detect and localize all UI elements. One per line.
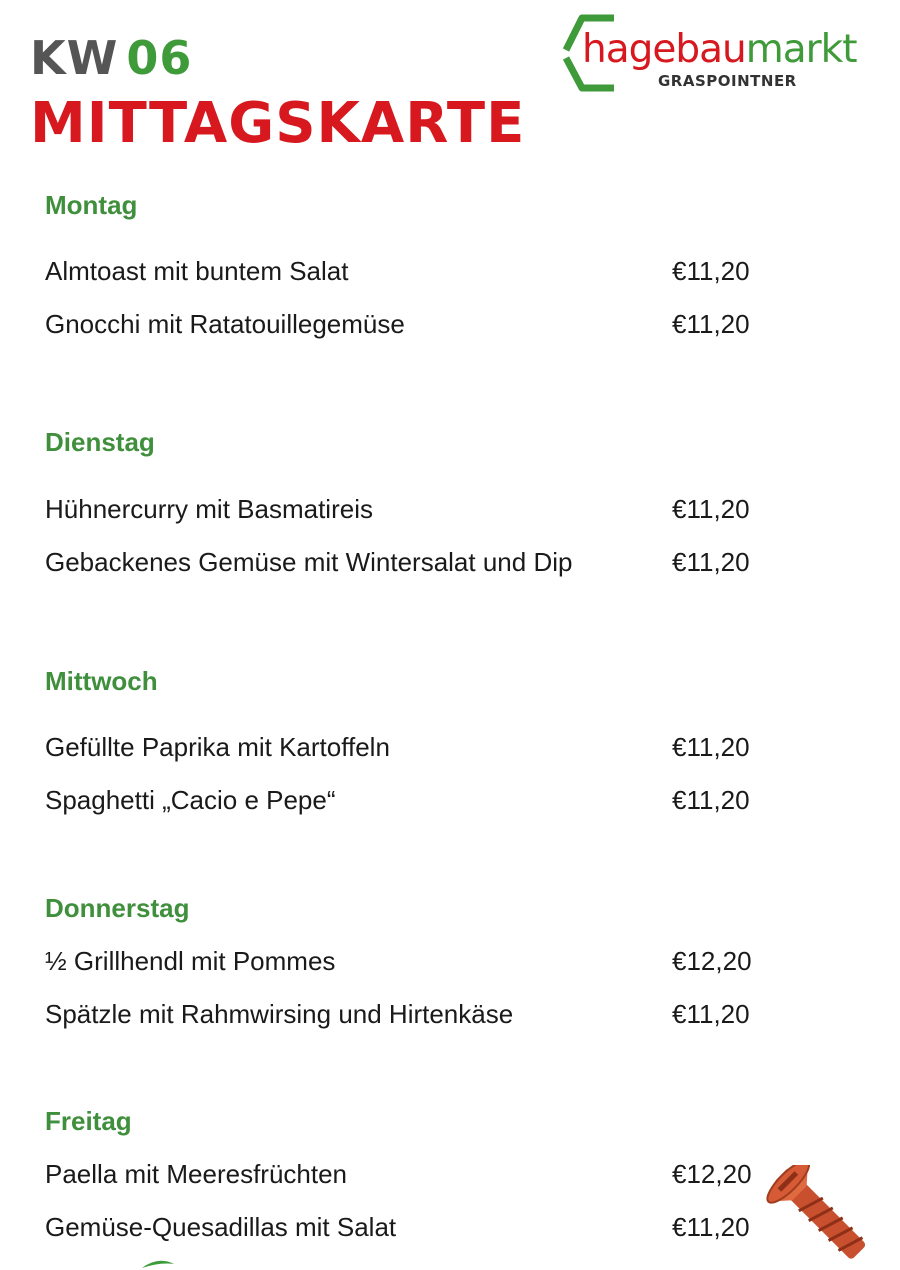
week-number: 06 (126, 31, 193, 85)
day-heading-montag: Montag (45, 190, 138, 220)
day-heading-donnerstag: Donnerstag (45, 893, 190, 923)
dish-name: Gebackenes Gemüse mit Wintersalat und Dip (45, 547, 573, 577)
day-heading-mittwoch: Mittwoch (45, 666, 158, 696)
dish-price: €12,20 (672, 946, 752, 976)
brand-name (582, 28, 857, 72)
screw-icon (760, 1165, 890, 1270)
dish-price: €11,20 (672, 999, 750, 1029)
dish-name: ½ Grillhendl mit Pommes (45, 946, 336, 976)
dish-name: Almtoast mit buntem Salat (45, 256, 349, 286)
dish-name: Paella mit Meeresfrüchten (45, 1159, 348, 1189)
dish-name: Gnocchi mit Ratatouillegemüse (45, 309, 405, 339)
day-heading-freitag: Freitag (45, 1106, 132, 1136)
dish-name: Hühnercurry mit Basmatireis (45, 494, 373, 524)
dish-name: Gemüse-Quesadillas mit Salat (45, 1212, 397, 1242)
dish-name: Spaghetti „Cacio e Pepe“ (45, 785, 336, 815)
dish-price: €11,20 (672, 547, 750, 577)
dish-name: Spätzle mit Rahmwirsing und Hirtenkäse (45, 999, 514, 1029)
dish-price: €11,20 (672, 309, 750, 339)
brand-subtitle: GRASPOINTNER (658, 72, 797, 90)
page-title: MITTAGSKARTE (30, 91, 526, 156)
dish-price: €11,20 (672, 732, 750, 762)
dish-name: Gefüllte Paprika mit Kartoffeln (45, 732, 390, 762)
week-prefix: KW (30, 31, 119, 85)
brand-name-part2: markt (745, 27, 857, 72)
week-label (30, 30, 192, 86)
leaf-icon (140, 1258, 176, 1270)
hagebaumarkt-logo (560, 10, 880, 98)
dish-price: €11,20 (672, 785, 750, 815)
brand-name-part1: hagebau (582, 27, 746, 72)
dish-price: €11,20 (672, 256, 750, 286)
day-heading-dienstag: Dienstag (45, 427, 155, 457)
dish-price: €12,20 (672, 1159, 752, 1189)
dish-price: €11,20 (672, 1212, 750, 1242)
dish-price: €11,20 (672, 494, 750, 524)
